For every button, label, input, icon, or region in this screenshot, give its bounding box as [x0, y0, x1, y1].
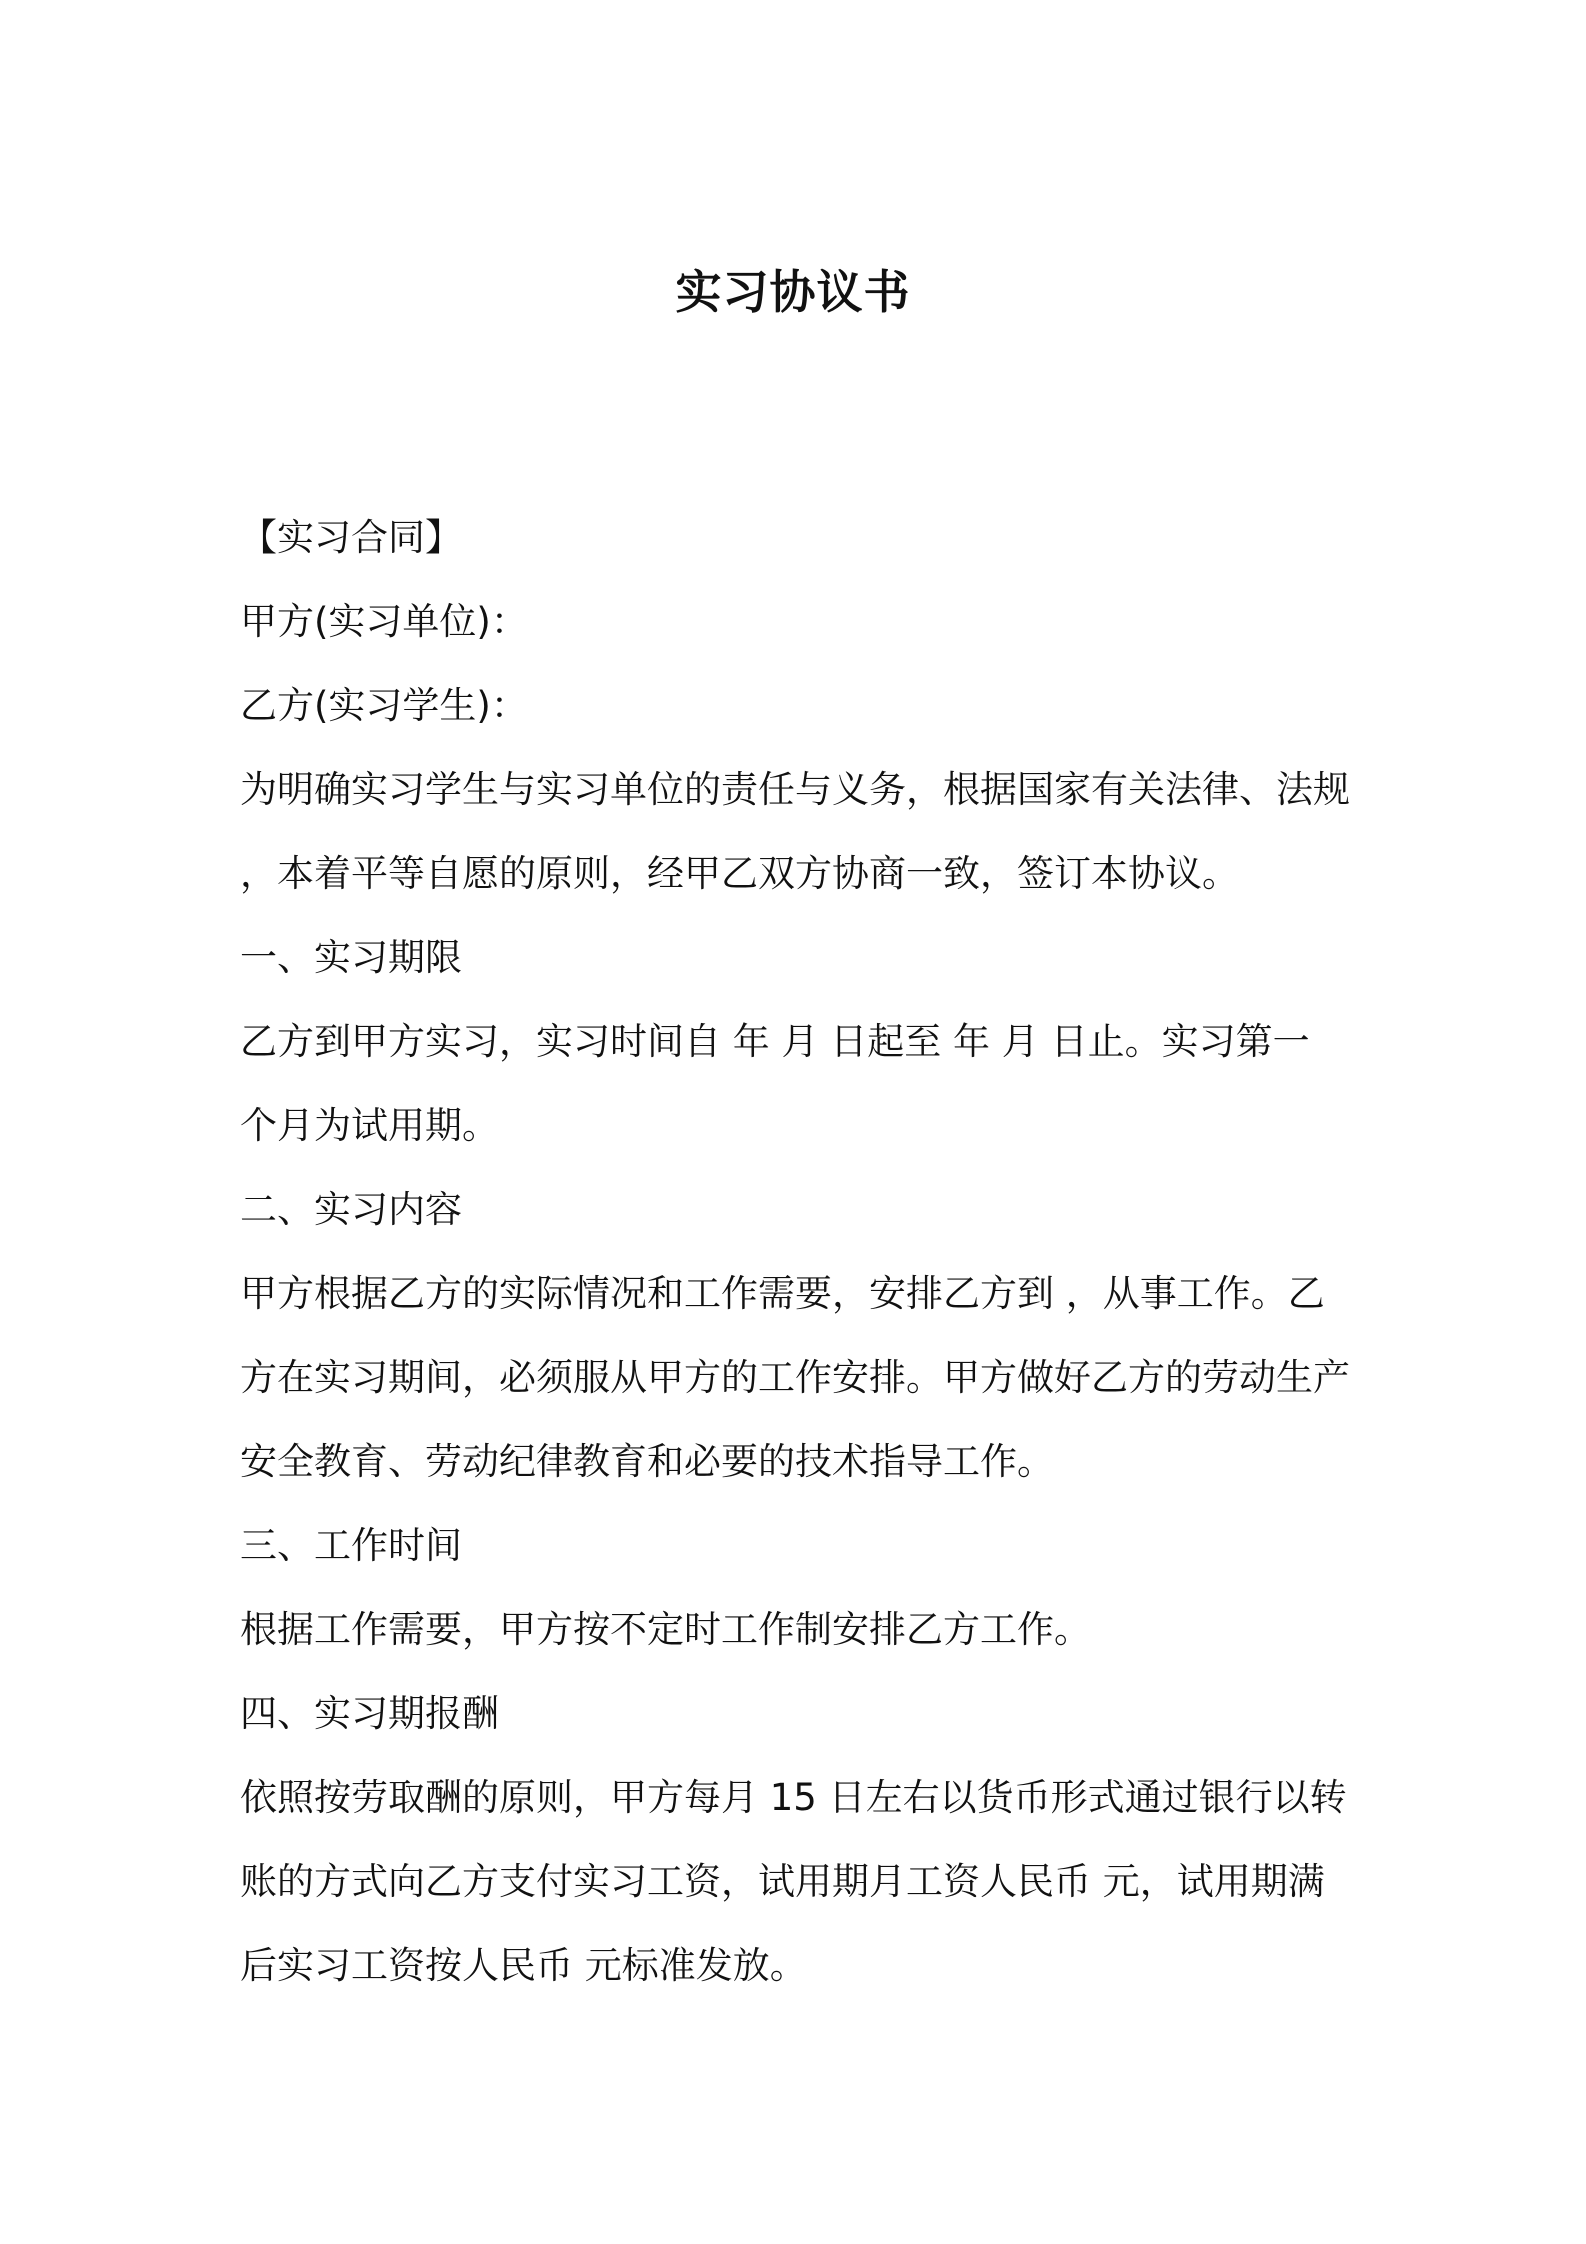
content-line-2: 方在实习期间，必须服从甲方的工作安排。甲方做好乙方的劳动生产 [240, 1356, 1350, 1399]
party-b-line: 乙方(实习学生)： [240, 684, 528, 727]
pay-line-1: 依照按劳取酬的原则，甲方每月 15 日左右以货币形式通过银行以转 [240, 1776, 1347, 1819]
period-line-1: 乙方到甲方实习，实习时间自 年 月 日起至 年 月 日止。实习第一 [240, 1020, 1310, 1063]
content-line-3: 安全教育、劳动纪律教育和必要的技术指导工作。 [240, 1440, 1054, 1483]
preamble-line-2: ，本着平等自愿的原则，经甲乙双方协商一致，签订本协议。 [240, 852, 1239, 895]
document-body [240, 496, 1360, 2008]
pay-line-3: 后实习工资按人民币 元标准发放。 [240, 1944, 807, 1987]
preamble-line-1: 为明确实习学生与实习单位的责任与义务，根据国家有关法律、法规 [240, 768, 1350, 811]
content-line-1: 甲方根据乙方的实际情况和工作需要，安排乙方到 ，从事工作。乙 [240, 1272, 1325, 1315]
section-heading-pay: 四、实习期报酬 [240, 1692, 499, 1735]
section-heading-hours: 三、工作时间 [240, 1524, 462, 1567]
hours-line-1: 根据工作需要，甲方按不定时工作制安排乙方工作。 [240, 1608, 1091, 1651]
party-a-line: 甲方(实习单位)： [240, 600, 528, 643]
document-title: 实习协议书 [675, 265, 911, 319]
pay-line-2: 账的方式向乙方支付实习工资，试用期月工资人民币 元，试用期满 [240, 1860, 1325, 1903]
section-heading-content: 二、实习内容 [240, 1188, 462, 1231]
period-line-2: 个月为试用期。 [240, 1104, 499, 1147]
section-heading-period: 一、实习期限 [240, 936, 462, 979]
section-heading-contract: 【实习合同】 [240, 516, 462, 559]
